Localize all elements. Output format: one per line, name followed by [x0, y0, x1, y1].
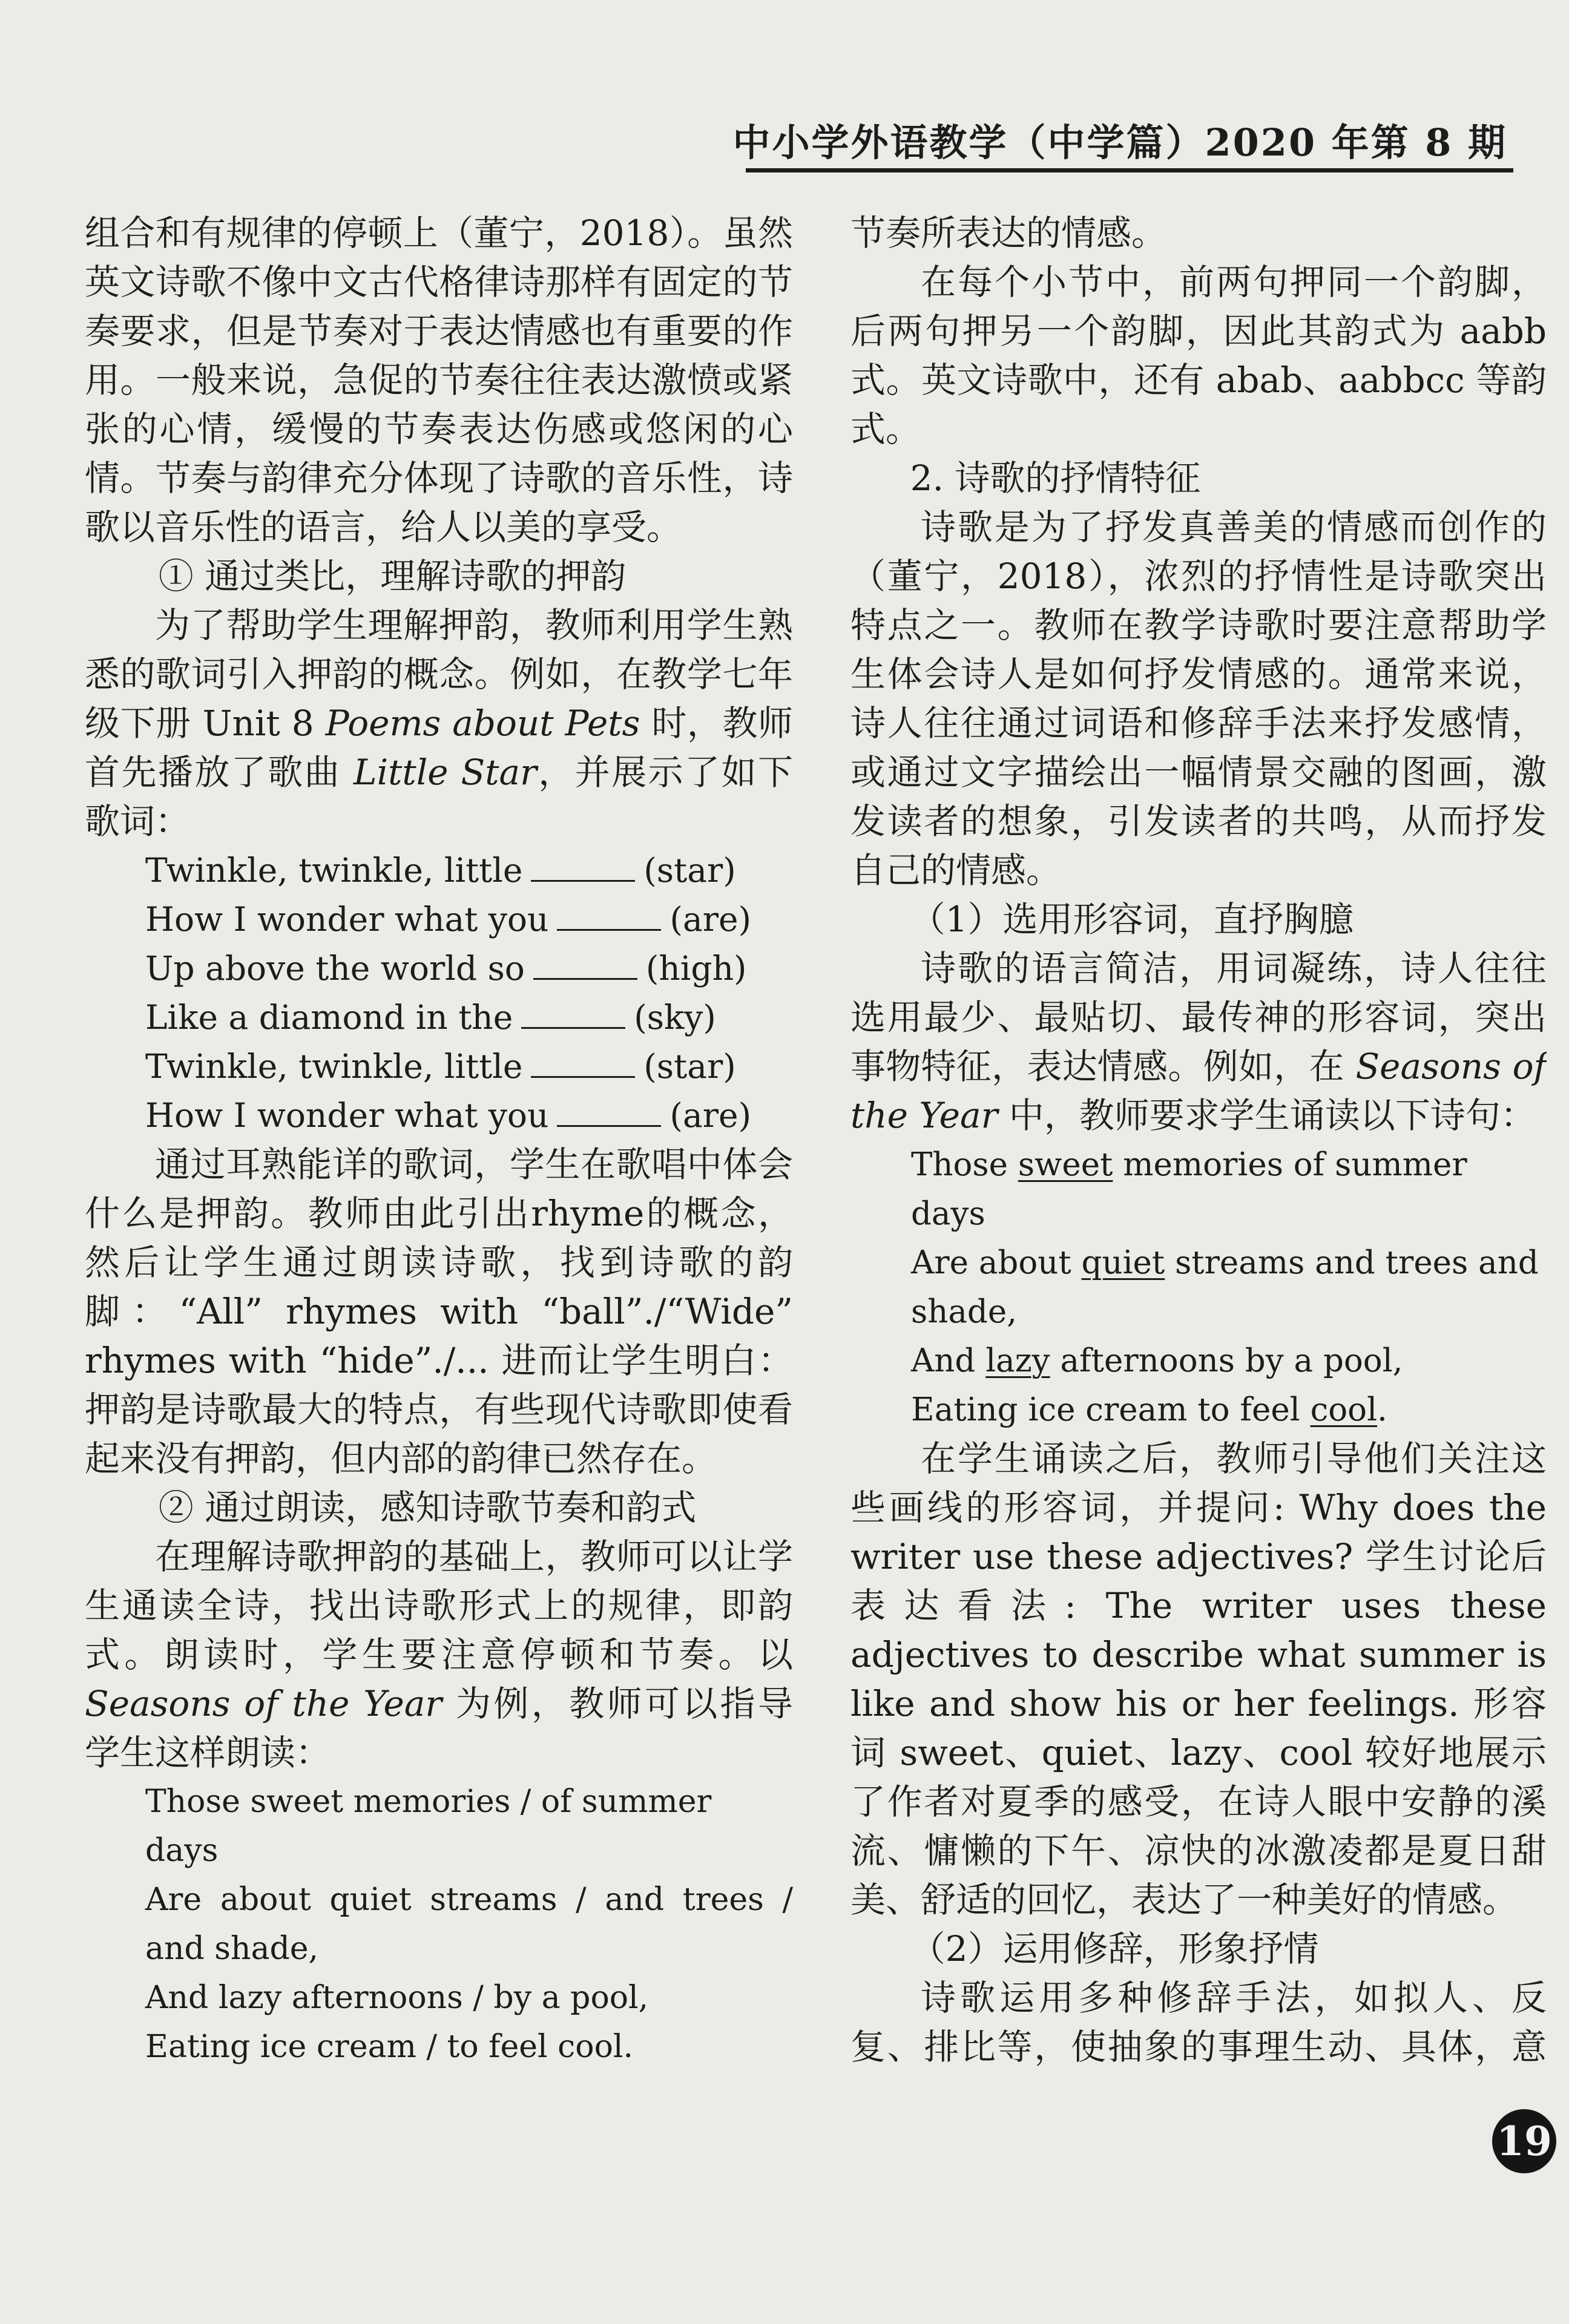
poem-line: Eating ice cream / to feel cool. [145, 2029, 634, 2065]
fill-blank [531, 850, 635, 882]
lyric-line: Like a diamond in the (sky) [145, 998, 716, 1037]
poem-line: Those sweet memories of summer days [911, 1146, 1467, 1232]
paragraph: 诗歌运用多种修辞手法，如拟人、反复、排比等，使抽象的事理生动、具体，意 [850, 1977, 1547, 2067]
poem-line: Those sweet memories / of summer days [145, 1784, 712, 1869]
lyric-line: How I wonder what you (are) [145, 900, 752, 939]
underlined-adjective: quiet [1081, 1244, 1165, 1281]
fill-blank [557, 899, 661, 931]
lyric-line: Up above the world so (high) [145, 949, 747, 988]
paragraph: 在每个小节中，前两句押同一个韵脚，后两句押另一个韵脚，因此其韵式为 aabb 式。英文诗歌中，还有 abab、aabbcc 等韵式。 [850, 261, 1547, 450]
page-number-badge: 19 [1492, 2109, 1556, 2173]
paragraph [85, 2072, 793, 2073]
poem-line: And lazy afternoons / by a pool, [145, 1980, 649, 2016]
underlined-adjective: lazy [985, 1342, 1050, 1379]
right-column [850, 209, 1547, 2073]
left-column [85, 209, 793, 2073]
section-heading: （2）运用修辞，形象抒情 [910, 1928, 1319, 1969]
section-heading: 2. 诗歌的抒情特征 [910, 458, 1201, 499]
fill-blank [521, 997, 625, 1029]
paragraph: 节奏所表达的情感。 [850, 212, 1167, 254]
lyric-line: How I wonder what you (are) [145, 1096, 752, 1135]
paragraph: 通过耳熟能详的歌词，学生在歌唱中体会什么是押韵。教师由此引出rhyme的概念，然后让学生通过朗读诗歌，找到诗歌的韵脚：“All” rhymes with “ball”./“Wide” rhymes with “hide”./... 进而让学生明白：押韵是诗歌最大的特点，有些现代诗歌即使看起来没有押韵，但内部的韵律已然存在。 [85, 1144, 793, 1479]
lyric-line: Twinkle, twinkle, little (star) [145, 1047, 736, 1086]
fill-blank [557, 1095, 661, 1127]
poem-line: Are about quiet streams and trees and shade, [911, 1244, 1539, 1330]
paragraph: 组合和有规律的停顿上（董宁，2018）。虽然英文诗歌不像中文古代格律诗那样有固定的节奏要求，但是节奏对于表达情感也有重要的作用。一般来说，急促的节奏往往表达激愤或紧张的心情，缓慢的节奏表达伤感或悠闲的心情。节奏与韵律充分体现了诗歌的音乐性，诗歌以音乐性的语言，给人以美的享受。 [85, 212, 793, 548]
underlined-adjective: cool [1310, 1391, 1378, 1428]
paragraph: 在学生诵读之后，教师引导他们关注这些画线的形容词，并提问: Why does the writer use these adjectives? 学生讨论后表达看法: The writer uses these adjectives to describe what summer is like and show his or her feelings. 形容词 sweet、quiet、lazy、cool 较好地展示了作者对夏季的感受，在诗人眼中安静的溪流、慵懒的下午、凉快的冰激凌都是夏日甜美、舒适的回忆，表达了一种美好的情感。 [850, 1438, 1547, 1920]
section-heading: （1）选用形容词，直抒胸臆 [910, 899, 1354, 940]
journal-header [732, 108, 1513, 172]
section-heading: ① 通过类比，理解诗歌的押韵 [158, 556, 627, 597]
paragraph: 诗歌是为了抒发真善美的情感而创作的（董宁，2018），浓烈的抒情性是诗歌突出特点之一。教师在教学诗歌时要注意帮助学生体会诗人是如何抒发情感的。通常来说，诗人往往通过词语和修辞手法来抒发感情，或通过文字描绘出一幅情景交融的图画，激发读者的想象，引发读者的共鸣，从而抒发自己的情感。 [850, 507, 1547, 891]
journal-title: 中小学外语教学（中学篇）2020 年第 8 期 [732, 120, 1507, 165]
fill-blank [533, 948, 637, 980]
paragraph: 在理解诗歌押韵的基础上，教师可以让学生通读全诗，找出诗歌形式上的规律，即韵式。朗读时，学生要注意停顿和节奏。以 Seasons of the Year 为例，教师可以指导学生这样朗读： [85, 1536, 793, 1773]
underlined-adjective: sweet [1018, 1146, 1113, 1183]
poem-line: Are about quiet streams / and trees / and shade, [145, 1882, 793, 1967]
poem-line: And lazy afternoons by a pool, [911, 1342, 1403, 1379]
poem-line: Eating ice cream to feel cool. [911, 1391, 1387, 1428]
section-heading: ② 通过朗读，感知诗歌节奏和韵式 [158, 1487, 697, 1528]
lyric-line: Twinkle, twinkle, little (star) [145, 851, 736, 890]
paragraph: 为了帮助学生理解押韵，教师利用学生熟悉的歌词引入押韵的概念。例如，在教学七年级下册 Unit 8 Poems about Pets 时，教师首先播放了歌曲 Little Star，并展示了如下歌词： [85, 605, 793, 842]
paragraph: 诗歌的语言简洁，用词凝练，诗人往往选用最少、最贴切、最传神的形容词，突出事物特征，表达情感。例如，在 Seasons of the Year 中，教师要求学生诵读以下诗句： [850, 948, 1547, 1136]
fill-blank [531, 1046, 635, 1078]
